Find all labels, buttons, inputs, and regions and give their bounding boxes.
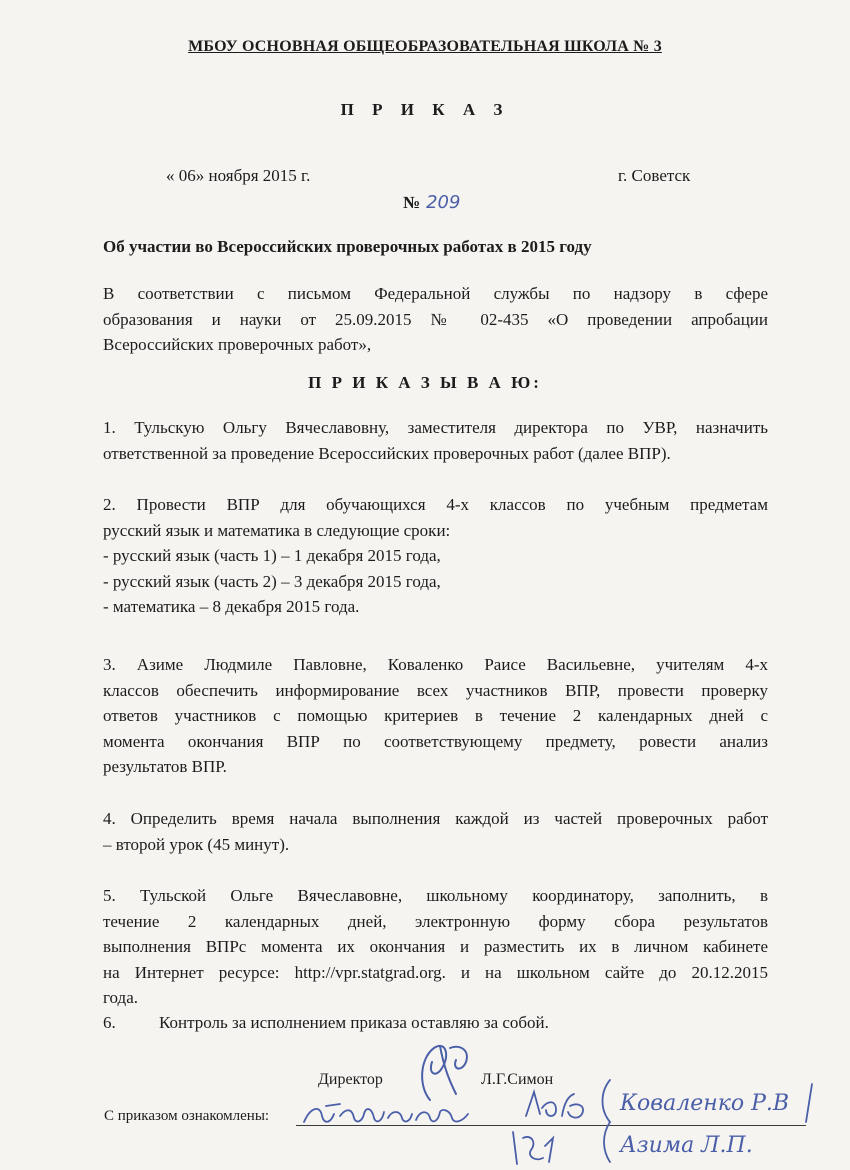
signature-azima-name xyxy=(600,1118,830,1168)
item-line: 5. Тульской Ольге Вячеславовне, школьному координатору, заполнить, в xyxy=(103,886,768,905)
item-line: ответов участников с помощью критериев в течение 2 календарных дней с xyxy=(103,706,768,725)
item-line: течение 2 календарных дней, электронную форму сбора результатов xyxy=(103,911,768,931)
order-number xyxy=(403,192,460,213)
director-name: Л.Г.Симон xyxy=(481,1071,554,1088)
preamble-line: В соответствии с письмом Федеральной службы по надзору в сфере xyxy=(103,284,768,303)
order-number-handwritten: 209 xyxy=(426,192,461,213)
item-line: года. xyxy=(103,988,139,1007)
signature-azima-initials xyxy=(505,1128,565,1168)
handwritten-azima: Азима Л.П. xyxy=(620,1133,753,1158)
item-line: - русский язык (часть 1) – 1 декабря 2015 года, xyxy=(103,546,441,565)
item-line: результатов ВПР. xyxy=(103,757,227,776)
acknowledgement-label: С приказом ознакомлены: xyxy=(104,1108,270,1124)
director-role: Директор xyxy=(318,1071,383,1088)
signature-tulskaya xyxy=(300,1088,480,1138)
item-line: на Интернет ресурсе: http://vpr.statgrad.org. и на школьном сайте до 20.12.2015 xyxy=(103,962,768,982)
order-number-prefix: № xyxy=(403,193,421,212)
item-line: ответственной за проведение Всероссийских проверочных работ (далее ВПР). xyxy=(103,443,671,463)
handwritten-kovalenko: Коваленко Р.В xyxy=(620,1091,790,1116)
preamble-line: Всероссийских проверочных работ», xyxy=(103,335,372,354)
order-heading: П Р И К А З Ы В А Ю: xyxy=(308,373,542,392)
item-line: 4. Определить время начала выполнения каждой из частей проверочных работ xyxy=(103,809,768,828)
item-6-text: Контроль за исполнением приказа оставляю за собой. xyxy=(159,1013,549,1032)
preamble xyxy=(103,281,768,358)
order-subject: Об участии во Всероссийских проверочных работах в 2015 году xyxy=(103,237,592,256)
item-line: - математика – 8 декабря 2015 года. xyxy=(103,597,360,616)
item-line: – второй урок (45 минут). xyxy=(103,834,290,854)
item-3 xyxy=(103,652,768,780)
item-line: момента окончания ВПР по соответствующему предмету, ровести анализ xyxy=(103,731,768,751)
document-title: П Р И К А З xyxy=(340,100,510,119)
item-line: русский язык и математика в следующие сроки: xyxy=(103,520,451,540)
preamble-line: образования и науки от 25.09.2015 № 02-435 «О проведении апробации xyxy=(103,309,768,329)
order-city: г. Советск xyxy=(618,166,691,185)
item-line: выполнения ВПРс момента их окончания и разместить их в личном кабинете xyxy=(103,937,768,956)
order-date: « 06» ноября 2015 г. xyxy=(166,166,311,185)
item-4 xyxy=(103,806,768,857)
item-5 xyxy=(103,883,768,1011)
item-line: классов обеспечить информирование всех участников ВПР, провести проверку xyxy=(103,680,768,700)
item-line: 3. Азиме Людмиле Павловне, Коваленко Раисе Васильевне, учителям 4-х xyxy=(103,655,768,674)
school-name: МБОУ ОСНОВНАЯ ОБЩЕОБРАЗОВАТЕЛЬНАЯ ШКОЛА № 3 xyxy=(188,38,662,55)
item-line: 1. Тульскую Ольгу Вячеславовну, заместителя директора по УВР, назначить xyxy=(103,418,768,437)
signature-kovalenko-initials xyxy=(520,1086,600,1126)
item-line: - русский язык (часть 2) – 3 декабря 2015 года, xyxy=(103,571,441,591)
item-6-number: 6. xyxy=(103,1013,116,1032)
item-line: 2. Провести ВПР для обучающихся 4-х классов по учебным предметам xyxy=(103,495,768,514)
item-2 xyxy=(103,492,768,620)
item-1 xyxy=(103,415,768,466)
